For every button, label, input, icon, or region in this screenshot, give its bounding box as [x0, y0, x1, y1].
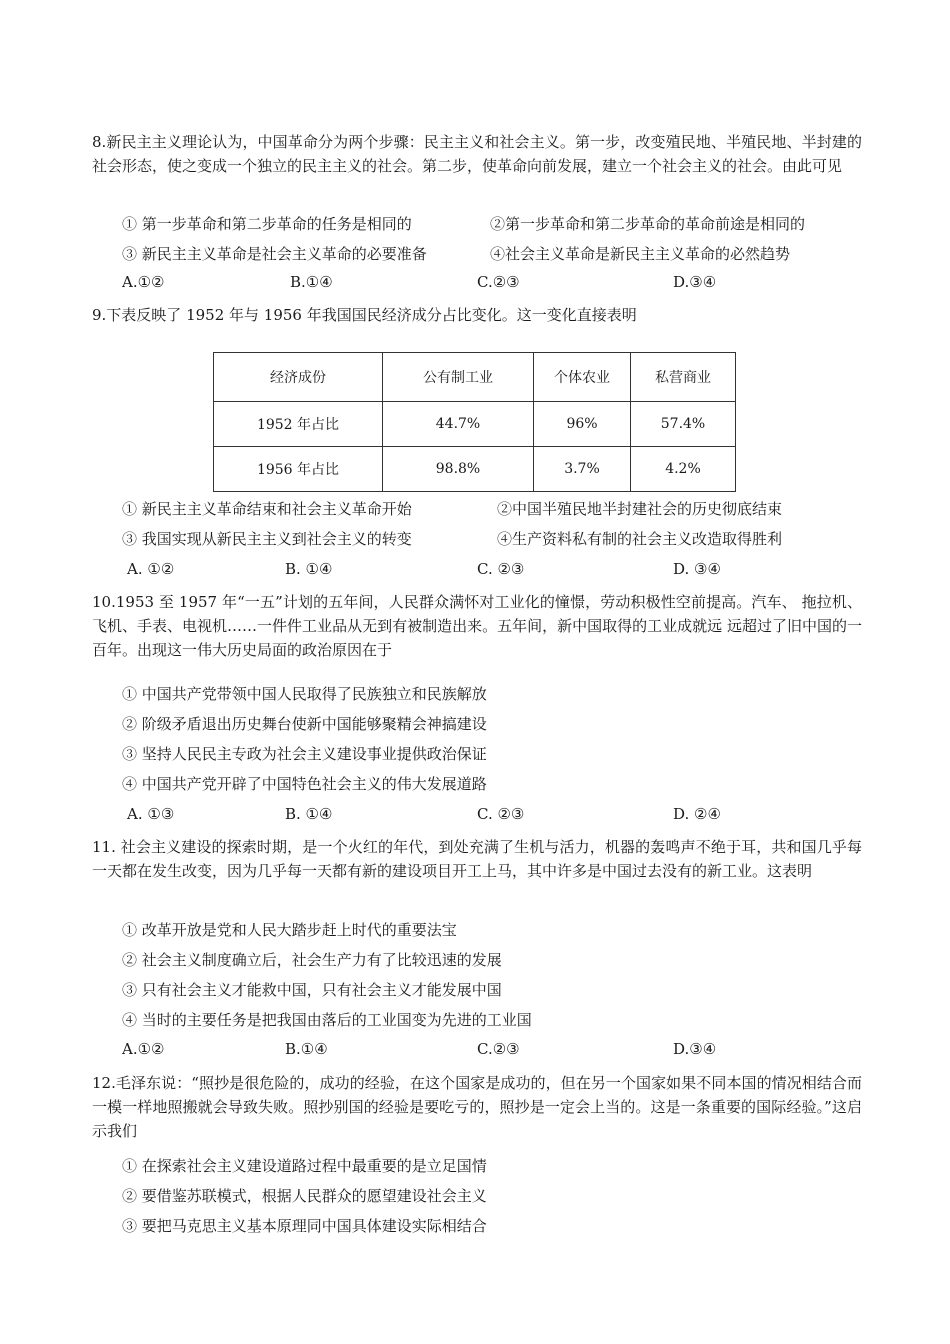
table-row — [214, 447, 736, 492]
table-cell: 96% — [534, 402, 631, 447]
question-9-answer-c: C. ②③ — [477, 560, 525, 578]
question-8-answer-b: B.①④ — [290, 273, 333, 291]
table-cell: 3.7% — [534, 447, 631, 492]
question-8-option-4: ④社会主义革命是新民主主义革命的必然趋势 — [490, 245, 791, 263]
question-10-answer-b: B. ①④ — [285, 805, 333, 823]
question-11-option-4: ④ 当时的主要任务是把我国由落后的工业国变为先进的工业国 — [122, 1011, 532, 1029]
question-10-option-3: ③ 坚持人民民主专政为社会主义建设事业提供政治保证 — [122, 745, 487, 763]
question-8-answer-a: A.①② — [122, 273, 165, 291]
question-9-answer-d: D. ③④ — [673, 560, 721, 578]
table-row-label: 1952 年占比 — [214, 402, 383, 447]
table-header-cell: 私营商业 — [631, 353, 736, 402]
question-11-answer-c: C.②③ — [477, 1040, 520, 1058]
question-11-option-2: ② 社会主义制度确立后，社会生产力有了比较迅速的发展 — [122, 951, 502, 969]
table-header-cell: 经济成份 — [214, 353, 383, 402]
table-header-cell: 个体农业 — [534, 353, 631, 402]
table-cell: 44.7% — [383, 402, 534, 447]
table-cell: 4.2% — [631, 447, 736, 492]
table-row — [214, 402, 736, 447]
question-11-answer-b: B.①④ — [285, 1040, 328, 1058]
economy-share-table — [213, 352, 736, 492]
question-9-answer-a: A. ①② — [127, 560, 175, 578]
table-header-cell: 公有制工业 — [383, 353, 534, 402]
question-8-answer-d: D.③④ — [673, 273, 717, 291]
question-10-option-2: ② 阶级矛盾退出历史舞台使新中国能够聚精会神搞建设 — [122, 715, 487, 733]
question-12-option-3: ③ 要把马克思主义基本原理同中国具体建设实际相结合 — [122, 1217, 487, 1235]
question-9-option-4: ④生产资料私有制的社会主义改造取得胜利 — [497, 530, 783, 548]
question-10-option-1: ① 中国共产党带领中国人民取得了民族独立和民族解放 — [122, 685, 487, 703]
table-row-label: 1956 年占比 — [214, 447, 383, 492]
table-cell: 57.4% — [631, 402, 736, 447]
question-8-option-1: ① 第一步革命和第二步革命的任务是相同的 — [122, 215, 412, 233]
question-12-option-1: ① 在探索社会主义建设道路过程中最重要的是立足国情 — [122, 1157, 487, 1175]
question-11-stem: 11. 社会主义建设的探索时期，是一个火红的年代，到处充满了生机与活力，机器的轰鸣声不绝于耳，共和国几乎每一天都在发生改变，因为几乎每一天都有新的建设项目开工上马，其中许多是中国过去没有的新工业。这表明 — [92, 838, 862, 880]
question-10-answer-a: A. ①③ — [127, 805, 175, 823]
question-8-option-3: ③ 新民主主义革命是社会主义革命的必要准备 — [122, 245, 427, 263]
question-8-stem: 8.新民主主义理论认为，中国革命分为两个步骤：民主主义和社会主义。第一步，改变殖民地、半殖民地、半封建的社会形态，使之变成一个独立的民主主义的社会。第二步，使革命向前发展，建立一个社会主义的社会。由此可见 — [92, 133, 862, 175]
question-9-option-2: ②中国半殖民地半封建社会的历史彻底结束 — [497, 500, 783, 518]
question-10-stem: 10.1953 至 1957 年“一五”计划的五年间，人民群众满怀对工业化的憧憬，劳动积极性空前提高。汽车、 拖拉机、飞机、手表、电视机……一件件工业品从无到有被制造出来。五年间，新中国取得的工业成就远 远超过了旧中国的一百年。出现这一伟大历史局面的政治原因在于 — [92, 593, 862, 659]
table-header-row — [214, 353, 736, 402]
table-cell: 98.8% — [383, 447, 534, 492]
question-11-option-1: ① 改革开放是党和人民大踏步赶上时代的重要法宝 — [122, 921, 457, 939]
question-9-option-3: ③ 我国实现从新民主主义到社会主义的转变 — [122, 530, 412, 548]
question-12-stem: 12.毛泽东说：“照抄是很危险的，成功的经验，在这个国家是成功的，但在另一个国家如果不同本国的情况相结合而一模一样地照搬就会导致失败。照抄别国的经验是要吃亏的，照抄是一定会上当的。这是一条重要的国际经验。”这启示我们 — [92, 1074, 862, 1140]
question-8-option-2: ②第一步革命和第二步革命的革命前途是相同的 — [490, 215, 806, 233]
question-10-answer-c: C. ②③ — [477, 805, 525, 823]
question-9-stem: 9.下表反映了 1952 年与 1956 年我国国民经济成分占比变化。这一变化直接表明 — [92, 306, 637, 324]
question-11-answer-a: A.①② — [122, 1040, 165, 1058]
question-8-answer-c: C.②③ — [477, 273, 520, 291]
question-12-option-2: ② 要借鉴苏联模式，根据人民群众的愿望建设社会主义 — [122, 1187, 487, 1205]
question-9-option-1: ① 新民主主义革命结束和社会主义革命开始 — [122, 500, 412, 518]
question-11-answer-d: D.③④ — [673, 1040, 717, 1058]
question-9-answer-b: B. ①④ — [285, 560, 333, 578]
question-10-answer-d: D. ②④ — [673, 805, 721, 823]
question-10-option-4: ④ 中国共产党开辟了中国特色社会主义的伟大发展道路 — [122, 775, 487, 793]
question-11-option-3: ③ 只有社会主义才能救中国，只有社会主义才能发展中国 — [122, 981, 502, 999]
